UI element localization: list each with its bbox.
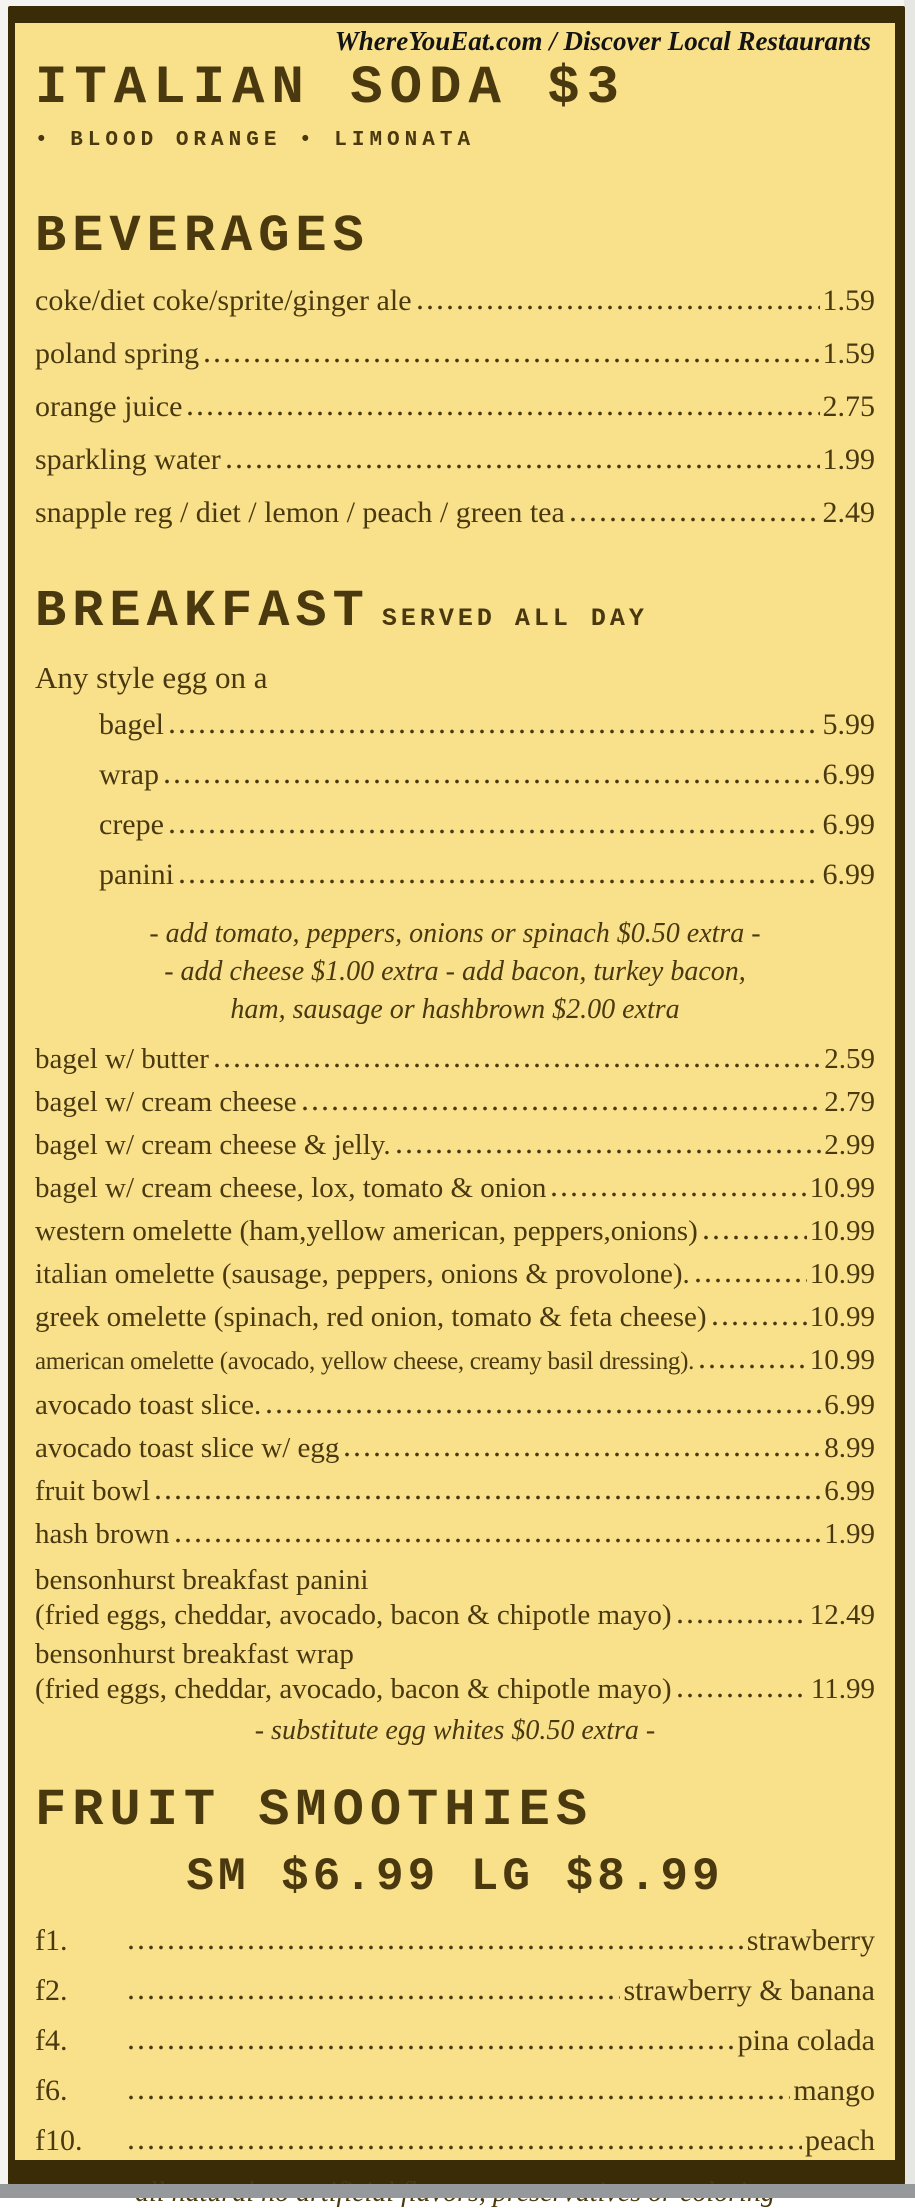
smoothies-heading-label: FRUIT SMOOTHIES — [35, 1781, 594, 1840]
breakfast-items-list — [35, 1043, 875, 1561]
smoothie-code: f1. — [35, 1924, 68, 1957]
item-name: avocado toast slice. — [35, 1389, 262, 1421]
dot-leader — [126, 2045, 735, 2050]
dot-leader — [264, 1409, 821, 1414]
dot-leader — [342, 1452, 821, 1457]
menu-item-row — [35, 497, 875, 529]
dot-leader — [693, 1278, 807, 1283]
dot-leader — [549, 1192, 806, 1197]
smoothie-flavor: pina colada — [737, 2024, 875, 2057]
smoothie-row — [35, 1975, 875, 2007]
item-name: bagel w/ cream cheese & jelly. — [35, 1129, 391, 1161]
smoothie-code: f2. — [35, 1974, 68, 2007]
item-name: hash brown — [35, 1518, 170, 1550]
item-price: 2.49 — [822, 496, 875, 529]
special-item-name: bensonhurst breakfast wrap — [35, 1638, 354, 1670]
item-price: 5.99 — [822, 708, 875, 741]
dot-leader — [126, 1995, 620, 2000]
dot-leader — [394, 1149, 822, 1154]
dot-leader — [212, 1063, 821, 1068]
item-price: 10.99 — [809, 1301, 875, 1333]
addon-note-line: ham, sausage or hashbrown $2.00 extra — [230, 994, 680, 1025]
special-item — [35, 1561, 875, 1631]
menu-item-row — [35, 1129, 875, 1161]
breakfast-specials-list — [35, 1561, 875, 1709]
item-price: 10.99 — [809, 1172, 875, 1204]
smoothie-code: f10. — [35, 2124, 83, 2157]
menu-item-row — [35, 338, 875, 370]
item-price: 1.99 — [822, 443, 875, 476]
item-price: 2.79 — [824, 1086, 875, 1118]
breakfast-subheading: SERVED ALL DAY — [381, 604, 648, 633]
item-price: 1.59 — [822, 284, 875, 317]
section-heading-beverages — [35, 209, 875, 265]
smoothie-row — [35, 2125, 875, 2157]
item-name: italian omelette (sausage, peppers, onions & provolone). — [35, 1258, 690, 1290]
item-price: 2.99 — [824, 1129, 875, 1161]
menu-item-row — [35, 1215, 875, 1247]
item-price: 2.75 — [822, 390, 875, 423]
dot-leader — [177, 879, 820, 884]
egg-style-list — [35, 709, 875, 909]
smoothie-row — [35, 2025, 875, 2057]
menu-item-row — [35, 709, 875, 741]
special-item-name: bensonhurst breakfast panini — [35, 1564, 369, 1596]
item-name: sparkling water — [35, 443, 221, 476]
special-item-desc: (fried eggs, cheddar, avocado, bacon & chipotle mayo) — [35, 1599, 672, 1631]
item-price: 10.99 — [809, 1344, 875, 1376]
item-price: 1.59 — [822, 337, 875, 370]
breakfast-heading-label: BREAKFAST — [35, 582, 370, 641]
dot-leader — [126, 1945, 744, 1950]
smoothie-code: f4. — [35, 2024, 68, 2057]
smoothies-size-prices: SM $6.99 LG $8.99 — [186, 1851, 724, 1903]
dot-leader — [185, 411, 819, 416]
dot-leader — [675, 1693, 808, 1698]
menu-item-row — [35, 1172, 875, 1204]
item-name: crepe — [99, 808, 164, 841]
item-name: bagel — [99, 708, 164, 741]
menu-item-row — [35, 1389, 875, 1421]
special-item — [35, 1635, 875, 1705]
item-price: 8.99 — [824, 1432, 875, 1464]
item-name: bagel w/ butter — [35, 1043, 209, 1075]
smoothie-row — [35, 2075, 875, 2107]
italian-soda-title: ITALIAN SODA $3 — [35, 58, 627, 119]
item-price: 10.99 — [809, 1258, 875, 1290]
section-heading-fruit-smoothies — [35, 1783, 875, 1839]
item-price: 12.49 — [809, 1599, 875, 1631]
item-price: 6.99 — [824, 1475, 875, 1507]
item-name: coke/diet coke/sprite/ginger ale — [35, 284, 412, 317]
item-price: 6.99 — [822, 858, 875, 891]
addon-note-line: - add cheese $1.00 extra - add bacon, turkey bacon, — [164, 956, 746, 987]
breakfast-intro: Any style egg on a — [35, 660, 268, 695]
menu-item-row — [35, 859, 875, 891]
item-name: snapple reg / diet / lemon / peach / green tea — [35, 496, 565, 529]
dot-leader — [153, 1495, 821, 1500]
item-name: wrap — [99, 758, 159, 791]
site-watermark: WhereYouEat.com / Discover Local Restaurants — [334, 26, 871, 56]
menu-item-row — [35, 759, 875, 791]
item-name: bagel w/ cream cheese — [35, 1086, 297, 1118]
item-name: american omelette (avocado, yellow cheese, creamy basil dressing). — [35, 1348, 695, 1375]
italian-soda-flavors: • BLOOD ORANGE • LIMONATA — [35, 129, 476, 152]
dot-leader — [415, 305, 820, 310]
item-name: bagel w/ cream cheese, lox, tomato & onion — [35, 1172, 547, 1204]
item-name: greek omelette (spinach, red onion, tomato & feta cheese) — [35, 1301, 707, 1333]
page-bottom-edge — [0, 2184, 915, 2198]
dot-leader — [167, 829, 820, 834]
breakfast-addons-notes — [35, 915, 875, 1029]
menu-item-row — [35, 1043, 875, 1075]
egg-whites-footnote: - substitute egg whites $0.50 extra - — [254, 1715, 656, 1746]
item-price: 11.99 — [810, 1673, 875, 1705]
special-item-desc: (fried eggs, cheddar, avocado, bacon & chipotle mayo) — [35, 1673, 672, 1705]
dot-leader — [167, 729, 820, 734]
menu-sheet — [8, 6, 905, 2185]
menu-item-row — [35, 1258, 875, 1290]
section-heading-breakfast — [35, 584, 875, 647]
item-name: orange juice — [35, 390, 183, 423]
dot-leader — [300, 1106, 822, 1111]
dot-leader — [126, 2145, 802, 2150]
item-price: 6.99 — [824, 1389, 875, 1421]
smoothie-flavor: strawberry & banana — [623, 1974, 875, 2007]
item-name: western omelette (ham,yellow american, peppers,onions) — [35, 1215, 698, 1247]
dot-leader — [675, 1619, 807, 1624]
smoothie-flavor: peach — [805, 2124, 875, 2157]
item-name: avocado toast slice w/ egg — [35, 1432, 340, 1464]
menu-item-row — [35, 444, 875, 476]
item-price: 6.99 — [822, 808, 875, 841]
dot-leader — [701, 1235, 807, 1240]
special-item-desc-row — [35, 1599, 875, 1631]
menu-item-row — [35, 1301, 875, 1333]
dot-leader — [126, 2095, 790, 2100]
item-price: 1.99 — [824, 1518, 875, 1550]
item-price: 2.59 — [824, 1043, 875, 1075]
dot-leader — [224, 464, 820, 469]
dot-leader — [568, 517, 820, 522]
dot-leader — [202, 358, 819, 363]
dot-leader — [162, 779, 820, 784]
dot-leader — [173, 1538, 822, 1543]
page-right-edge — [904, 0, 915, 2198]
menu-item-row — [35, 809, 875, 841]
dot-leader — [710, 1321, 807, 1326]
smoothie-code: f6. — [35, 2074, 68, 2107]
menu-item-row — [35, 1432, 875, 1464]
item-name: poland spring — [35, 337, 200, 370]
beverages-list — [35, 285, 875, 550]
smoothie-row — [35, 1925, 875, 1957]
dot-leader — [697, 1364, 807, 1369]
smoothies-list — [35, 1925, 875, 2175]
item-price: 10.99 — [809, 1215, 875, 1247]
item-name: panini — [99, 858, 174, 891]
menu-paper — [15, 23, 895, 2160]
addon-note-line: - add tomato, peppers, onions or spinach $0.50 extra - — [149, 918, 761, 949]
menu-item-row — [35, 391, 875, 423]
menu-item-row — [35, 1086, 875, 1118]
menu-item-row — [35, 1518, 875, 1550]
smoothie-flavor: strawberry — [746, 1924, 875, 1957]
beverages-heading-label: BEVERAGES — [35, 207, 370, 266]
item-price: 6.99 — [822, 758, 875, 791]
special-item-desc-row — [35, 1673, 875, 1705]
smoothie-flavor: mango — [793, 2074, 875, 2107]
menu-item-row — [35, 1475, 875, 1507]
item-name: fruit bowl — [35, 1475, 151, 1507]
menu-item-row — [35, 285, 875, 317]
menu-item-row — [35, 1344, 875, 1378]
